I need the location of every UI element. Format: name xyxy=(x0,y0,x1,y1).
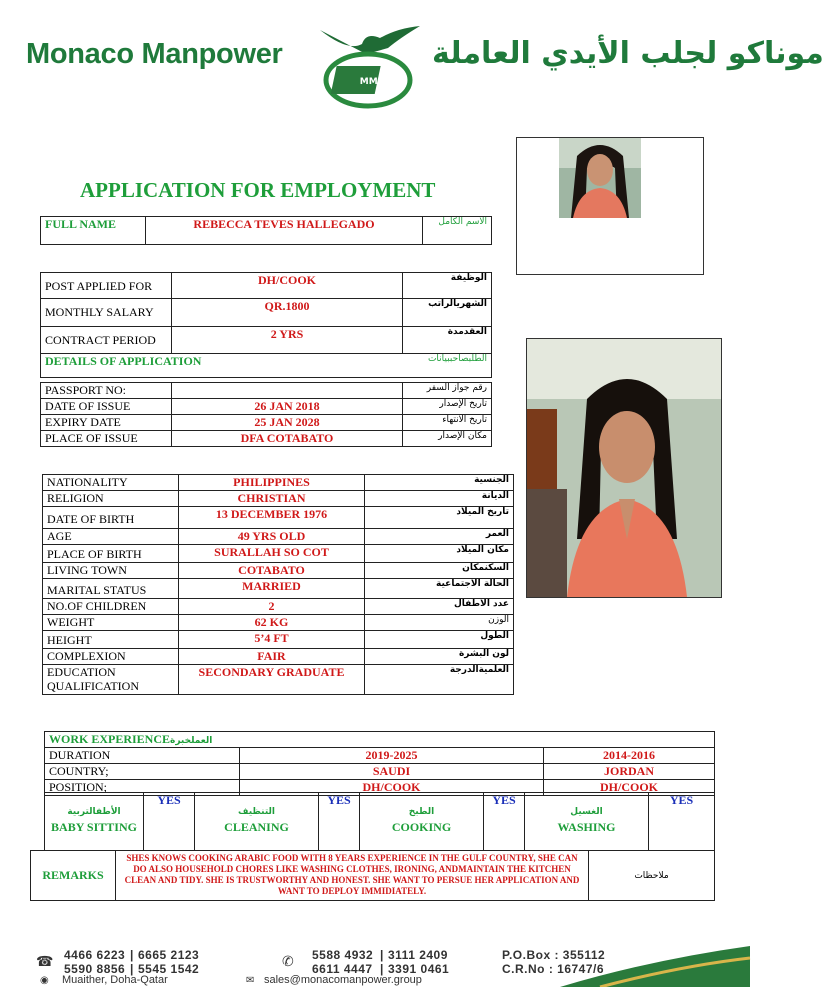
duration-value-2: 2014-2016 xyxy=(544,748,715,764)
contract-value: 2 YRS xyxy=(172,327,403,354)
portrait-large-image xyxy=(527,339,721,597)
email-icon: ✉ xyxy=(246,975,255,986)
applicant-photo-small xyxy=(516,137,704,275)
contract-label: CONTRACT PERIOD xyxy=(41,327,172,354)
nationality-label-ar: الجنسية xyxy=(365,475,514,491)
post-label-ar: الوظيفة xyxy=(403,273,492,299)
weight-label-ar: الوزن xyxy=(365,615,514,631)
remarks-label-ar: ملاحظات xyxy=(589,851,715,901)
details-heading-ar: الطلبصاحببيانات xyxy=(403,354,492,378)
full-name-label: FULL NAME xyxy=(41,217,146,245)
marital-value: MARRIED xyxy=(179,579,365,599)
post-table xyxy=(40,272,492,378)
dob-value: 13 DECEMBER 1976 xyxy=(179,507,365,529)
skill-cooking-label: COOKING xyxy=(391,820,452,834)
expiry-date-value: 25 JAN 2028 xyxy=(172,415,403,431)
town-value: COTABATO xyxy=(179,563,365,579)
full-name-label-ar: الاسم الكامل xyxy=(423,217,492,245)
skill-washing-answer: YES xyxy=(649,793,715,851)
full-name-table xyxy=(40,216,492,245)
weight-value: 62 KG xyxy=(179,615,365,631)
footer-separator-2: | xyxy=(130,962,134,976)
passport-no-value xyxy=(172,383,403,399)
country-label: COUNTRY; xyxy=(45,764,240,780)
remarks-table xyxy=(30,850,715,901)
age-label: AGE xyxy=(43,529,179,545)
position-value-2: DH/COOK xyxy=(544,780,715,796)
position-value-1: DH/COOK xyxy=(240,780,544,796)
phone-6: 3111 2409 xyxy=(388,948,448,962)
skill-babysitting-ar: الأطفالتربية xyxy=(67,807,121,817)
company-name-ar: موناكو لجلب الأيدي العاملة xyxy=(432,36,824,71)
birthplace-label-ar: مكان الميلاد xyxy=(365,545,514,563)
skill-cooking-answer: YES xyxy=(484,793,525,851)
duration-label: DURATION xyxy=(45,748,240,764)
footer xyxy=(0,940,750,987)
issue-place-value: DFA COTABATO xyxy=(172,431,403,447)
passport-table xyxy=(40,382,492,447)
religion-label: RELIGION xyxy=(43,491,179,507)
post-value: DH/COOK xyxy=(172,273,403,299)
skill-cleaning xyxy=(195,793,319,851)
skill-cleaning-label: CLEANING xyxy=(224,820,289,834)
age-value: 49 YRS OLD xyxy=(179,529,365,545)
post-label: POST APPLIED FOR xyxy=(41,273,172,299)
portrait-small-image xyxy=(559,138,641,218)
details-heading: DETAILS OF APPLICATION xyxy=(41,354,403,378)
skill-washing-ar: الغسيل xyxy=(570,807,603,817)
issue-place-label: PLACE OF ISSUE xyxy=(41,431,172,447)
full-name-value: REBECCA TEVES HALLEGADO xyxy=(146,217,423,245)
height-label: HEIGHT xyxy=(43,631,179,649)
po-box: P.O.Box : 355112 xyxy=(502,948,606,962)
education-value: SECONDARY GRADUATE xyxy=(179,665,365,695)
birthplace-value: SURALLAH SO COT xyxy=(179,545,365,563)
company-name-en: Monaco Manpower xyxy=(26,38,283,70)
country-value-1: SAUDI xyxy=(240,764,544,780)
page-title: APPLICATION FOR EMPLOYMENT xyxy=(80,178,436,202)
footer-separator-1: | xyxy=(130,948,134,962)
skill-cooking xyxy=(360,793,484,851)
location-icon: ◉ xyxy=(40,975,49,986)
cr-number: C.R.No : 16747/6 xyxy=(502,962,605,976)
work-heading-label: WORK EXPERIENCE xyxy=(49,732,171,746)
work-experience-table xyxy=(44,731,715,796)
complexion-label: COMPLEXION xyxy=(43,649,179,665)
phone-3: 5590 8856 xyxy=(64,962,126,976)
salary-value: QR.1800 xyxy=(172,299,403,327)
skill-cleaning-ar: التنظيف xyxy=(238,807,275,817)
skill-washing xyxy=(525,793,649,851)
skill-babysitting-answer: YES xyxy=(144,793,195,851)
complexion-label-ar: لون البشرة xyxy=(365,649,514,665)
children-value: 2 xyxy=(179,599,365,615)
skill-babysitting-label: BABY SITTING xyxy=(51,820,137,834)
passport-no-label: PASSPORT NO: xyxy=(41,383,172,399)
town-label: LIVING TOWN xyxy=(43,563,179,579)
company-emblem-icon xyxy=(308,22,426,112)
phone-1: 4466 6223 xyxy=(64,948,126,962)
contract-label-ar: العقدمدة xyxy=(403,327,492,354)
issue-date-value: 26 JAN 2018 xyxy=(172,399,403,415)
age-label-ar: العمر xyxy=(365,529,514,545)
phone-8: 3391 0461 xyxy=(388,962,450,976)
children-label-ar: عدد الاطفال xyxy=(365,599,514,615)
dob-label: DATE OF BIRTH xyxy=(43,507,179,529)
personal-table xyxy=(42,474,514,695)
marital-label: MARITAL STATUS xyxy=(43,579,179,599)
remarks-text: SHES KNOWS COOKING ARABIC FOOD WITH 8 YEARS EXPERIENCE IN THE GULF COUNTRY, SHE CAN DO ALSO HOUSEHOLD CHORES LIKE WASHING CLOTHES, IRONING, ANDMAINTAIN THE KITCHEN CLEAN AND TIDY. SHE IS TRUSTWORTHY AND HONEST. SHE WANT TO PERSUE HER APPLICATION AND WANT TO DEPLOY IMMIDIATELY. xyxy=(116,851,589,901)
address: Muaither, Doha-Qatar xyxy=(62,974,168,986)
marital-label-ar: الحالة الاجتماعية xyxy=(365,579,514,599)
children-label: NO.OF CHILDREN xyxy=(43,599,179,615)
phone-5: 5588 4932 xyxy=(312,948,374,962)
svg-text:MMP: MMP xyxy=(359,77,385,87)
height-value: 5’4 FT xyxy=(179,631,365,649)
duration-value-1: 2019-2025 xyxy=(240,748,544,764)
skill-cooking-ar: الطبخ xyxy=(408,807,435,817)
expiry-date-label: EXPIRY DATE xyxy=(41,415,172,431)
salary-label: MONTHLY SALARY xyxy=(41,299,172,327)
skill-cleaning-answer: YES xyxy=(319,793,360,851)
skill-babysitting xyxy=(45,793,144,851)
issue-place-label-ar: مكان الإصدار xyxy=(403,431,492,447)
education-label-ar: العلميةالدرجة xyxy=(365,665,514,695)
issue-date-label: DATE OF ISSUE xyxy=(41,399,172,415)
passport-no-label-ar: رقم جواز السفر xyxy=(403,383,492,399)
work-heading xyxy=(45,732,715,748)
country-value-2: JORDAN xyxy=(544,764,715,780)
weight-label: WEIGHT xyxy=(43,615,179,631)
work-heading-label-ar: العملخبرة xyxy=(170,736,213,746)
salary-label-ar: الشهريالراتب xyxy=(403,299,492,327)
religion-label-ar: الديانة xyxy=(365,491,514,507)
footer-separator-3: | xyxy=(380,948,384,962)
phone-4: 5545 1542 xyxy=(138,962,200,976)
phone-7: 6611 4447 xyxy=(312,962,373,976)
skill-washing-label: WASHING xyxy=(557,820,616,834)
complexion-value: FAIR xyxy=(179,649,365,665)
expiry-date-label-ar: تاريخ الانتهاء xyxy=(403,415,492,431)
height-label-ar: الطول xyxy=(365,631,514,649)
position-label: POSITION; xyxy=(45,780,240,796)
birthplace-label: PLACE OF BIRTH xyxy=(43,545,179,563)
religion-value: CHRISTIAN xyxy=(179,491,365,507)
nationality-label: NATIONALITY xyxy=(43,475,179,491)
dob-label-ar: تاريخ الميلاد xyxy=(365,507,514,529)
applicant-photo-large xyxy=(526,338,722,598)
town-label-ar: السكنمكان xyxy=(365,563,514,579)
nationality-value: PHILIPPINES xyxy=(179,475,365,491)
education-label: EDUCATION QUALIFICATION xyxy=(43,665,179,695)
email[interactable]: sales@monacomanpower.group xyxy=(264,974,422,986)
phone-2: 6665 2123 xyxy=(138,948,200,962)
skills-table xyxy=(44,792,715,851)
mobile-icon: ✆ xyxy=(282,953,294,969)
footer-separator-4: | xyxy=(380,962,384,976)
remarks-label: REMARKS xyxy=(31,851,116,901)
phone-icon: ☎ xyxy=(36,953,54,969)
issue-date-label-ar: تاريخ الإصدار xyxy=(403,399,492,415)
